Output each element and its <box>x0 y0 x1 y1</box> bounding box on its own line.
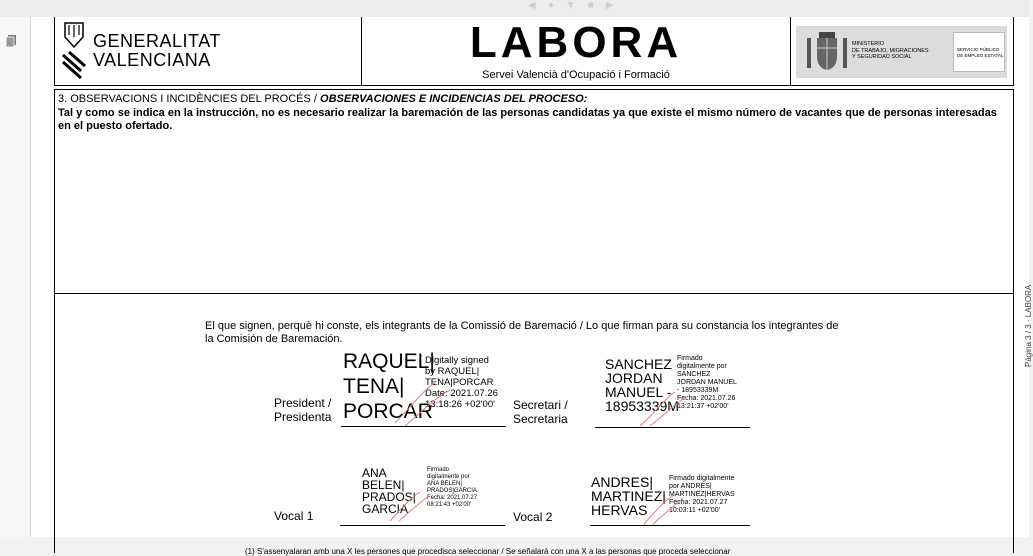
vocal2-signature-scribble-icon <box>640 491 690 526</box>
generalitat-emblem-icon <box>61 21 87 81</box>
vocal2-name-line: ANDRES| <box>591 474 653 490</box>
president-name-line: TENA| <box>343 375 405 398</box>
labora-title: LABORA <box>469 18 683 67</box>
president-signature-scribble-icon <box>390 378 460 428</box>
president-role-line2: Presidenta <box>274 410 332 424</box>
president-signature-line <box>341 426 506 427</box>
vocal2-meta-line: Fecha: 2021.07.27 <box>669 499 728 506</box>
vocal2-meta-line: Firmado digitalmente <box>669 475 735 482</box>
vocal2-signature-line <box>590 525 750 526</box>
observations-section <box>54 89 1014 294</box>
labora-logo-cell <box>362 17 791 85</box>
secretary-name-line: MANUEL - <box>605 384 672 400</box>
observations-text: Tal y como se indica en la instrucción, no es necesario realizar la baremación de las personas candidatas ya que existe el mismo número de vacantes que de personas interesadas en el puesto ofertado. <box>58 107 997 132</box>
vocal1-name-line: GARCIA <box>362 502 409 516</box>
viewer-sidebar <box>0 17 31 537</box>
secretary-signature-scribble-icon <box>635 388 695 428</box>
secretary-signature-line <box>595 427 750 428</box>
secretary-name-line: 18953339M <box>605 398 679 414</box>
president-role-line1: President / <box>274 396 332 410</box>
secretary-name-line: SANCHEZ <box>605 356 672 372</box>
secretary-meta-line: SANCHEZ <box>677 371 711 378</box>
sepe-logo <box>953 32 1005 72</box>
vocal1-role-label: Vocal 1 <box>274 509 314 523</box>
president-meta-line: Date: 2021.07.26 <box>425 388 498 399</box>
secretary-meta-line: JORDAN MANUEL <box>677 379 737 386</box>
forward-arrow-icon[interactable]: ▶ <box>605 0 626 11</box>
spain-coat-of-arms-icon <box>805 30 849 74</box>
secretary-name-line: JORDAN <box>605 370 663 386</box>
document-icon[interactable] <box>6 35 16 47</box>
download-icon[interactable]: ▼ <box>565 0 588 11</box>
vocal1-meta-line: 08:21:43 +02'00' <box>427 502 472 508</box>
vocal1-meta-line: digitalmente por <box>427 474 470 480</box>
footnote: (1) S'assenyalaran amb una X les persones que procedisca seleccionar / Se señalará con una X a las personas que proceda seleccionar <box>245 547 731 556</box>
generalitat-logo-cell <box>55 17 362 85</box>
toolbar-icons <box>528 0 625 11</box>
president-meta-line: TENA|PORCAR <box>425 377 494 388</box>
ministry-line3: Y SEGURIDAD SOCIAL <box>852 54 912 60</box>
secretary-meta-line: Fecha: 2021.07.26 <box>677 395 736 402</box>
document-header <box>54 17 1014 86</box>
generalitat-line1: GENERALITAT <box>93 31 221 51</box>
labora-subtitle: Servei Valencià d'Ocupació i Formació <box>482 69 670 81</box>
secretary-meta-line: digitalmente por <box>677 363 727 370</box>
vocal2-name-line: HERVAS <box>591 502 648 518</box>
vocal1-meta-line: Fecha: 2021.07.27 <box>427 495 478 501</box>
document-page <box>31 17 1033 556</box>
president-name-line: RAQUEL| <box>343 350 435 373</box>
back-arrow-icon[interactable]: ◀ <box>528 0 548 11</box>
president-meta-line: by RAQUEL| <box>425 366 480 377</box>
secretary-meta-line: - 18953339M <box>677 387 719 394</box>
signatures-intro: El que signen, perquè hi conste, els integrants de la Comissió de Baremació / Lo que firman para su constancia los integrantes de la Comisión de Baremación. <box>205 320 839 345</box>
sepe-name <box>957 47 1004 58</box>
observations-title-bold: OBSERVACIONES E INCIDENCIAS DEL PROCESO: <box>316 93 588 105</box>
sepe-line2: DE EMPLEO ESTATAL <box>957 52 1004 58</box>
side-vertical-text: Pàgina 3 / 3 · LABORA <box>1024 284 1033 367</box>
secretary-role-label <box>513 398 568 426</box>
president-name-line: PORCAR <box>343 400 433 423</box>
vocal1-name-line: BELEN| <box>362 478 405 492</box>
secretary-role-line1: Secretari / <box>513 398 568 412</box>
secretary-meta-line: Firmado <box>677 355 703 362</box>
generalitat-line2: VALENCIANA <box>93 50 211 70</box>
zoom-icon[interactable]: ● <box>547 0 566 11</box>
vocal2-meta-line: por ANDRES| <box>669 483 712 490</box>
vocal2-meta-line: 10:03:11 +02'00' <box>669 507 721 514</box>
president-meta-line: Digitally signed <box>425 355 489 366</box>
vocal1-name-line: PRADOS| <box>362 490 416 504</box>
ministry-logo <box>796 26 1007 78</box>
president-meta-line: 13:18:26 +02'00' <box>425 399 495 410</box>
vocal1-signature-line <box>340 525 505 526</box>
ministry-line1: MINISTERIO <box>852 41 885 47</box>
ministry-logo-cell <box>791 17 1013 85</box>
vocal2-name-line: MARTINEZ| <box>591 488 666 504</box>
vocal1-meta-line: PRADOS|GARCIA <box>427 488 477 494</box>
vocal2-role-label: Vocal 2 <box>513 510 553 524</box>
ministry-name <box>852 41 929 61</box>
vocal1-meta-line: Firmado <box>427 467 450 473</box>
secretary-meta-line: 13:21:37 +02'00' <box>677 403 729 410</box>
vocal2-meta-line: MARTINEZ|HERVAS <box>669 491 735 498</box>
generalitat-wordmark <box>93 32 221 70</box>
vocal1-meta-line: ANA BELEN| <box>427 481 462 487</box>
viewer-toolbar <box>0 0 1029 17</box>
signatures-section <box>54 293 1014 556</box>
observations-title-plain: 3. OBSERVACIONS I INCIDÈNCIES DEL PROCÉS / <box>58 93 317 105</box>
observations-title <box>58 93 587 105</box>
sepe-line1: SERVICIO PÚBLICO <box>957 47 1000 52</box>
president-role-label <box>274 396 331 424</box>
print-icon[interactable]: ■ <box>587 0 606 11</box>
ministry-line2: DE TRABAJO, MIGRACIONES <box>852 47 929 54</box>
secretary-role-line2: Secretaria <box>513 412 568 426</box>
vocal1-name-line: ANA <box>362 466 387 480</box>
vocal1-signature-scribble-icon <box>385 488 435 523</box>
